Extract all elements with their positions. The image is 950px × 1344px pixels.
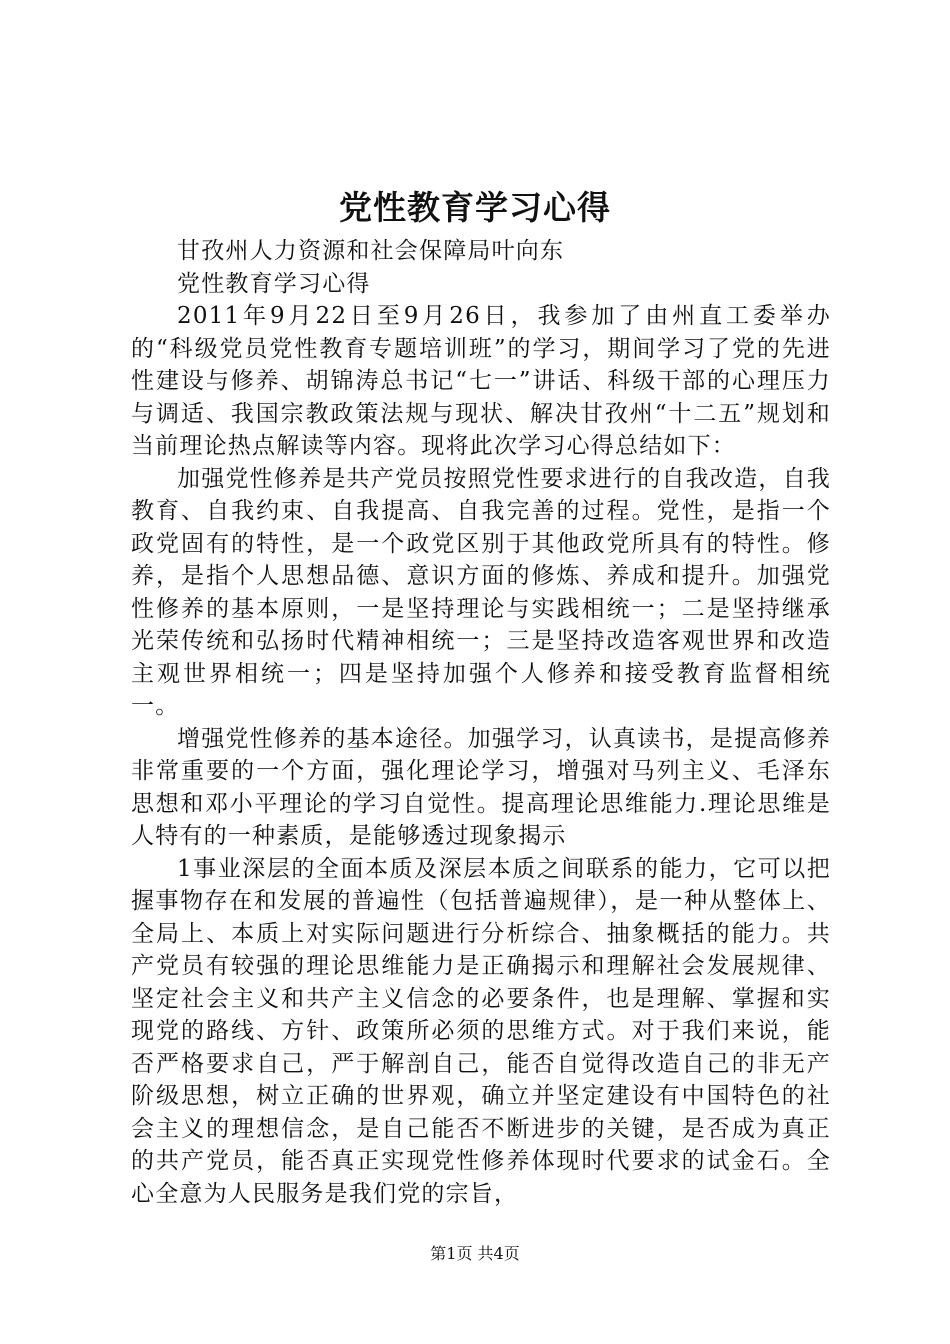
page-footer: 第1页 共4页 xyxy=(430,1244,520,1263)
paragraph-theory-thinking: 1事业深层的全面本质及深层本质之间联系的能力，它可以把握事物存在和发展的普遍性（包括普遍规律），是一种从整体上、全局上、本质上对实际问题进行分析综合、抽象概括的能力。共产党员有较强的理论思维能力是正确揭示和理解社会发展规律、坚定社会主义和共产主义信念的必要条件，也是理解、掌握和实现党的路线、方针、政策所必须的思维方式。对于我们来说，能否严格要求自己，严于解剖自己，能否自觉得改造自己的非无产阶级思想，树立正确的世界观，确立并坚定建设有中国特色的社会主义的理想信念，是自己能否不断进步的关键，是否成为真正的共产党员，能否真正实现党性修养体现时代要求的试金石。全心全意为人民服务是我们党的宗旨， xyxy=(131,855,831,1207)
document-body xyxy=(131,235,831,1210)
paragraph-approach: 增强党性修养的基本途径。加强学习，认真读书，是提高修养非常重要的一个方面，强化理论学习，增强对马列主义、毛泽东思想和邓小平理论的学习自觉性。提高理论思维能力.理论思维是人特有的一种素质，是能够透过现象揭示 xyxy=(131,725,831,849)
paragraph-intro: 2011年9月22日至9月26日，我参加了由州直工委举办的“科级党员党性教育专题培训班”的学习，期间学习了党的先进性建设与修养、胡锦涛总书记“七一”讲话、科级干部的心理压力与调适、我国宗教政策法规与现状、解决甘孜州“十二五”规划和当前理论热点解读等内容。现将此次学习心得总结如下： xyxy=(131,303,831,459)
subtitle-line: 党性教育学习心得 xyxy=(177,270,371,297)
paragraph-party-spirit: 加强党性修养是共产党员按照党性要求进行的自我改造，自我教育、自我约束、自我提高、自我完善的过程。党性，是指一个政党固有的特性，是一个政党区别于其他政党所具有的特性。修养，是指个人思想品德、意识方面的修炼、养成和提升。加强党性修养的基本原则，一是坚持理论与实践相统一；二是坚持继承光荣传统和弘扬时代精神相统一；三是坚持改造客观世界和改造主观世界相统一；四是坚持加强个人修养和接受教育监督相统一。 xyxy=(131,465,831,719)
document-title: 党性教育学习心得 xyxy=(339,188,611,227)
author-line: 甘孜州人力资源和社会保障局叶向东 xyxy=(177,238,565,264)
